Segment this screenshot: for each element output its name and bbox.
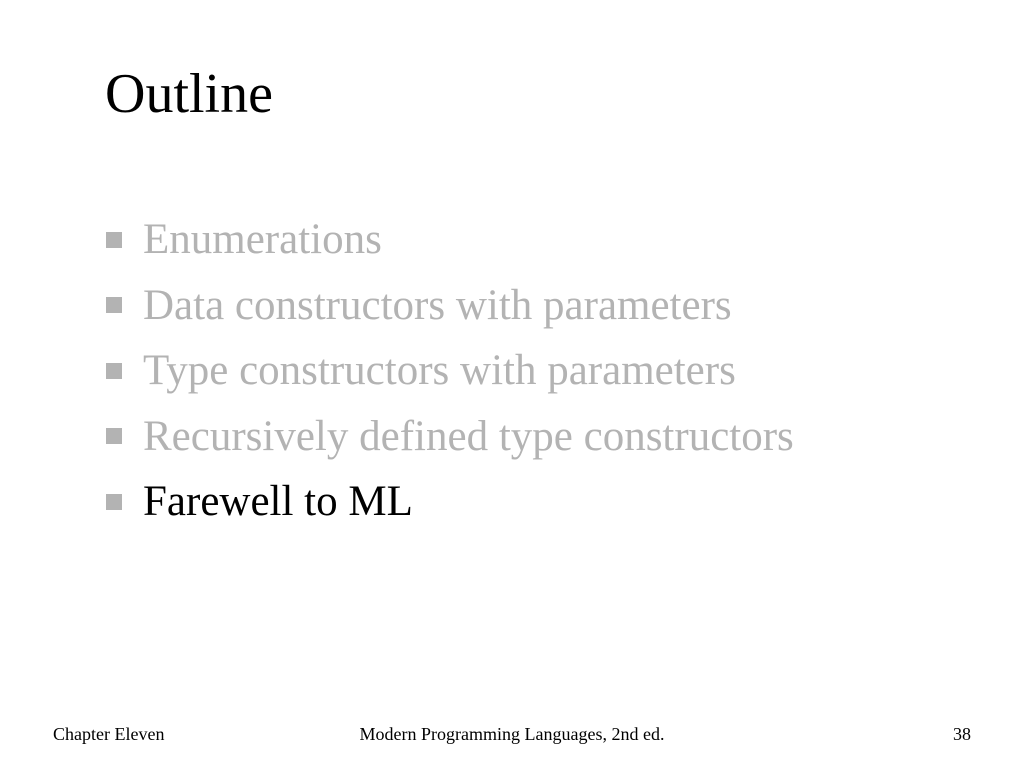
outline-item-label: Farewell to ML bbox=[143, 478, 413, 526]
outline-item-label: Recursively defined type constructors bbox=[143, 412, 794, 460]
outline-list bbox=[106, 207, 794, 535]
square-bullet-icon bbox=[106, 428, 122, 444]
square-bullet-icon bbox=[106, 232, 122, 248]
outline-item-type-constructors bbox=[106, 338, 794, 404]
footer-page-number: 38 bbox=[953, 724, 971, 744]
square-bullet-icon bbox=[106, 494, 122, 510]
outline-item-label: Type constructors with parameters bbox=[143, 347, 736, 395]
footer-chapter: Chapter Eleven bbox=[53, 724, 165, 744]
outline-item-enumerations bbox=[106, 207, 794, 273]
outline-item-label: Data constructors with parameters bbox=[143, 281, 732, 329]
outline-item-farewell bbox=[106, 469, 794, 535]
outline-item-recursive-types bbox=[106, 404, 794, 470]
outline-item-data-constructors bbox=[106, 273, 794, 339]
square-bullet-icon bbox=[106, 363, 122, 379]
slide-title: Outline bbox=[105, 63, 273, 125]
footer-book-title: Modern Programming Languages, 2nd ed. bbox=[359, 724, 665, 744]
outline-item-label: Enumerations bbox=[143, 216, 382, 264]
square-bullet-icon bbox=[106, 297, 122, 313]
